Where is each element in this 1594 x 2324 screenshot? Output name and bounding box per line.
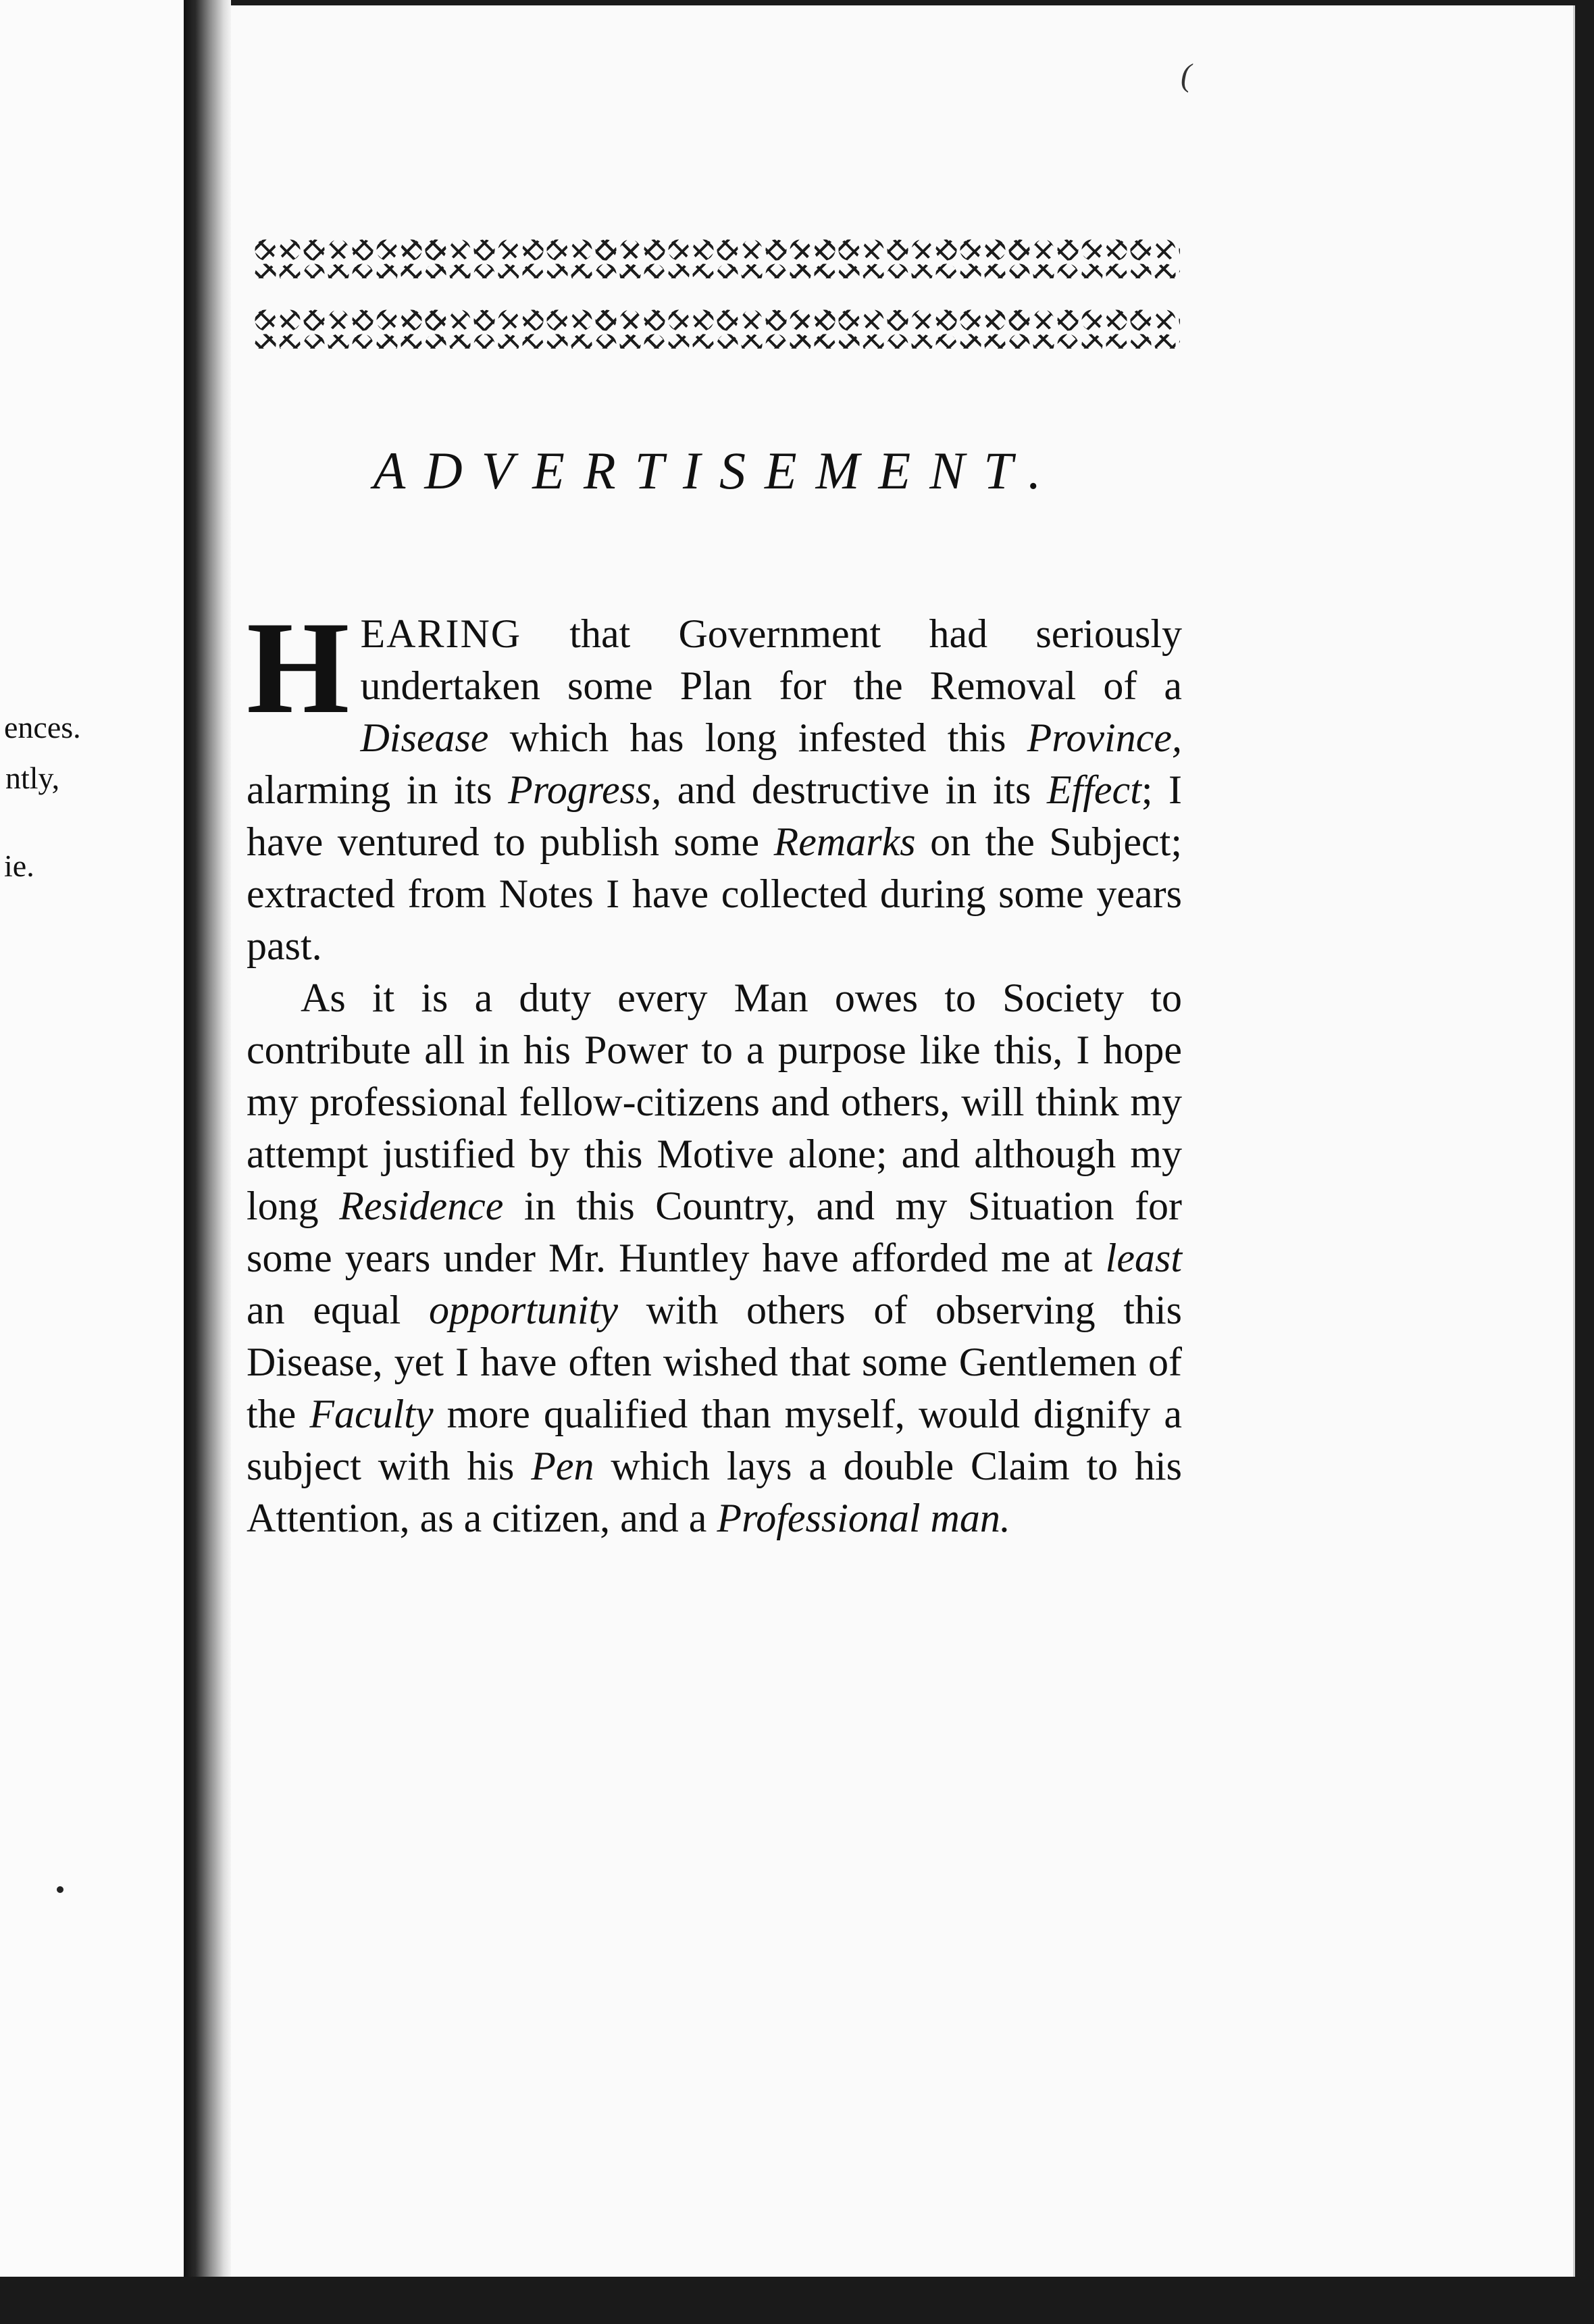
scan-bottom-edge: [0, 2277, 1594, 2324]
text-run: which has long infested this: [488, 715, 1027, 760]
paragraph-1: [247, 595, 1182, 972]
italic-run: Progress,: [508, 767, 662, 812]
text-run: an equal: [247, 1288, 429, 1332]
ink-dot: [57, 1886, 63, 1893]
italic-run: Province,: [1027, 715, 1182, 760]
text-run: and destructive in its: [661, 767, 1047, 812]
italic-run: Residence: [339, 1184, 504, 1228]
italic-run: Disease: [360, 715, 489, 760]
text-run: As it is a duty every Man owes to Society to contribute all in his Power to a purpose like this, I hope my professional fellow-citizens and others, will think my attempt justified by this Motive alone; and although my long: [247, 976, 1182, 1228]
ornamental-border-top: [253, 238, 1180, 278]
text-run: alarming in its: [247, 767, 509, 812]
ornamental-border-bottom: [253, 308, 1180, 349]
left-page: [0, 0, 184, 2277]
text-run: more qualified than myself, would dignify a subject with his: [247, 1392, 1182, 1488]
drop-cap: H: [247, 595, 350, 741]
text-run: on the Subject; extracted from Notes I have collected during some years past.: [247, 819, 1182, 968]
paragraph-2: [247, 972, 1182, 1544]
italic-run: Effect: [1046, 767, 1141, 812]
book-gutter: [184, 0, 231, 2324]
left-page-fragment: ences.: [4, 710, 81, 744]
left-page-fragment: ie.: [4, 849, 34, 883]
page-mark: (: [1181, 57, 1191, 93]
text-run: in this Country, and my Situation for some years under Mr. Huntley have afforded me at: [247, 1184, 1183, 1280]
left-page-fragment: ntly,: [5, 761, 60, 795]
italic-run: Pen: [531, 1444, 594, 1488]
text-run: that Government had seriously undertaken some Plan for the Removal of a: [360, 611, 1182, 708]
italic-run: Faculty: [309, 1392, 434, 1436]
italic-run: Remarks: [773, 819, 916, 864]
text-run: ; I have ventured to publish some: [247, 767, 1182, 864]
italic-run: opportunity: [428, 1288, 618, 1332]
italic-run: least: [1105, 1236, 1182, 1280]
text-run: which lays a double Claim to his Attention, as a citizen, and a: [247, 1444, 1183, 1540]
page-title: ADVERTISEMENT.: [373, 441, 1060, 500]
advertisement-text: [247, 595, 1183, 1544]
text-run: with others of observing this Disease, yet I have often wished that some Gentlemen of the: [247, 1288, 1183, 1436]
small-caps-word: EARING: [360, 611, 522, 656]
italic-run: Professional man.: [717, 1496, 1010, 1540]
